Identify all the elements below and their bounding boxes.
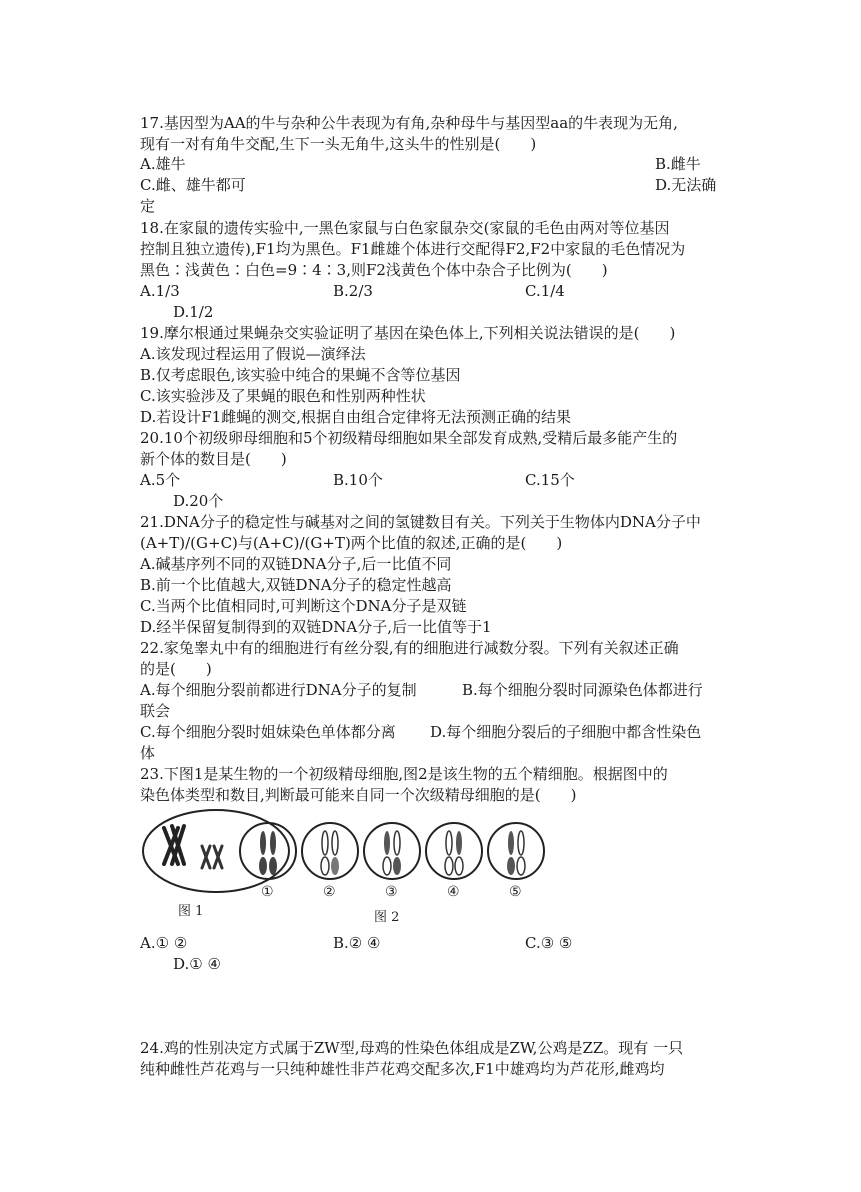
question-23-option-c: C.③ ⑤ [525,934,573,952]
figure-2-cell-2 [302,823,358,879]
figure-2-cell-3 [364,823,420,879]
cell-label-1: ① [261,884,274,900]
question-20-stem-line-1: 20.10个初级卵母细胞和5个初级精母细胞如果全部发育成熟,受精后最多能产生的 [140,429,678,447]
question-23-stem-line-2: 染色体类型和数目,判断最可能来自同一个次级精母细胞的是( ) [140,786,577,804]
figure-2-cell-4 [426,823,482,879]
question-20-stem-line-2: 新个体的数目是( ) [140,450,287,468]
question-18-stem-line-2: 控制且独立遗传),F1均为黑色。F1雌雄个体进行交配得F2,F2中家鼠的毛色情况为 [140,240,686,258]
question-20-option-c: C.15个 [525,471,575,489]
question-17-stem-line-1: 17.基因型为AA的牛与杂种公牛表现为有角,杂种母牛与基因型aa的牛表现为无角, [140,114,678,132]
question-21-stem-line-1: 21.DNA分子的稳定性与碱基对之间的氢键数目有关。下列关于生物体内DNA分子中 [140,513,701,531]
question-18-option-d: D.1/2 [173,303,214,321]
question-18-stem-line-3: 黑色∶浅黄色∶白色=9∶4∶3,则F2浅黄色个体中杂合子比例为( ) [140,261,608,279]
question-18-option-a: A.1/3 [140,282,180,300]
question-17-option-d: D.无法确 [655,176,717,194]
question-21-option-a: A.碱基序列不同的双链DNA分子,后一比值不同 [140,555,452,573]
question-20-option-a: A.5个 [140,471,181,489]
question-22-stem-line-1: 22.家兔睾丸中有的细胞进行有丝分裂,有的细胞进行减数分裂。下列有关叙述正确 [140,639,679,657]
question-17-option-d-continued: 定 [140,197,156,215]
question-22-option-a: A.每个细胞分裂前都进行DNA分子的复制 [140,681,417,699]
question-19-stem: 19.摩尔根通过果蝇杂交实验证明了基因在染色体上,下列相关说法错误的是( ) [140,324,676,342]
question-23-option-b: B.② ④ [333,934,381,952]
question-21-option-b: B.前一个比值越大,双链DNA分子的稳定性越高 [140,576,452,594]
cell-label-5: ⑤ [509,884,522,900]
question-18-option-b: B.2/3 [333,282,373,300]
question-22-option-b-continued: 联会 [140,702,171,720]
figure-2-cell-5 [488,823,544,879]
figure-1-label: 图 1 [178,904,204,919]
cell-label-3: ③ [385,884,398,900]
question-17-option-c: C.雌、雄牛都可 [140,176,246,194]
question-23-option-a: A.① ② [140,934,188,952]
question-19-option-b: B.仅考虑眼色,该实验中纯合的果蝇不含等位基因 [140,366,461,384]
question-24-stem-line-1: 24.鸡的性别决定方式属于ZW型,母鸡的性染色体组成是ZW,公鸡是ZZ。现有 一只 [140,1039,684,1057]
cell-label-4: ④ [447,884,460,900]
chromosome-figure [138,808,558,928]
cell-label-2: ② [323,884,336,900]
question-23-stem-line-1: 23.下图1是某生物的一个初级精母细胞,图2是该生物的五个精细胞。根据图中的 [140,765,668,783]
question-18-stem-line-1: 18.在家鼠的遗传实验中,一黑色家鼠与白色家鼠杂交(家鼠的毛色由两对等位基因 [140,219,670,237]
question-17-option-a: A.雄牛 [140,155,186,173]
question-19-option-d: D.若设计F1雌蝇的测交,根据自由组合定律将无法预测正确的结果 [140,408,571,426]
question-23-option-d: D.① ④ [173,955,221,973]
question-22-stem-line-2: 的是( ) [140,660,212,678]
question-17-option-b: B.雌牛 [655,155,701,173]
question-20-option-d: D.20个 [173,492,224,510]
question-21-option-d: D.经半保留复制得到的双链DNA分子,后一比值等于1 [140,618,492,636]
figure-2-cell-1 [240,823,296,879]
question-19-option-c: C.该实验涉及了果蝇的眼色和性别两种性状 [140,387,426,405]
question-24-stem-line-2: 纯种雌性芦花鸡与一只纯种雄性非芦花鸡交配多次,F1中雄鸡均为芦花形,雌鸡均 [140,1060,665,1078]
question-21-option-c: C.当两个比值相同时,可判断这个DNA分子是双链 [140,597,467,615]
question-22-option-d: D.每个细胞分裂后的子细胞中都含性染色 [430,723,702,741]
question-22-option-c: C.每个细胞分裂时姐妹染色单体都分离 [140,723,396,741]
figure-2-label: 图 2 [374,910,400,925]
question-21-stem-line-2: (A+T)/(G+C)与(A+C)/(G+T)两个比值的叙述,正确的是( ) [140,534,563,552]
question-19-option-a: A.该发现过程运用了假说—演绎法 [140,345,366,363]
question-22-option-d-continued: 体 [140,744,156,762]
question-22-option-b: B.每个细胞分裂时同源染色体都进行 [462,681,703,699]
question-17-stem-line-2: 现有一对有角牛交配,生下一头无角牛,这头牛的性别是( ) [140,135,537,153]
question-18-option-c: C.1/4 [525,282,565,300]
question-20-option-b: B.10个 [333,471,383,489]
